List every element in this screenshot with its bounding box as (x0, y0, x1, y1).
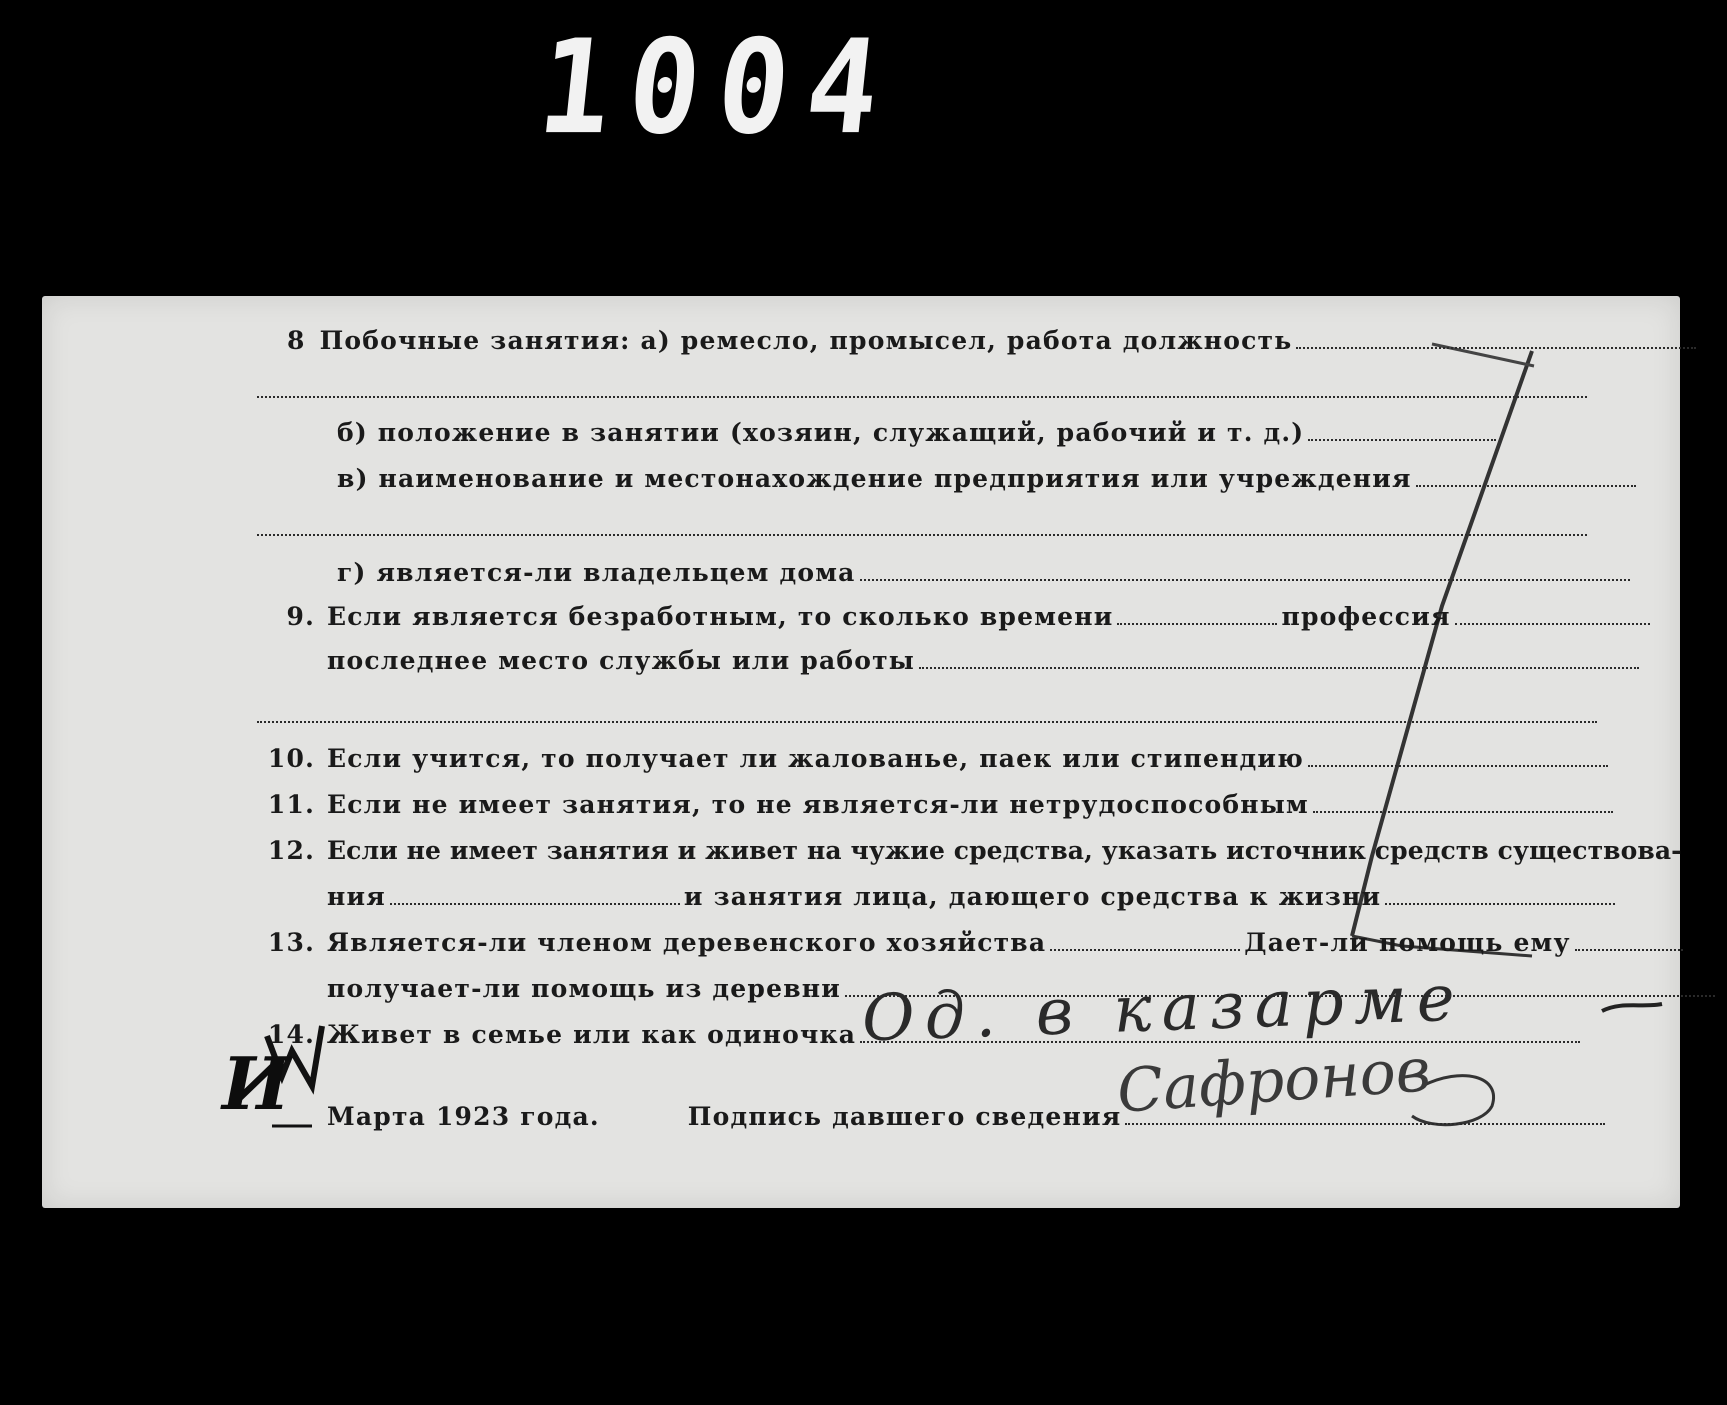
q11-label: Если не имеет занятия, то не является-ли нетрудоспособным (327, 790, 1309, 819)
q8-v-label: в) наименование и местонахождение предприятия или учреждения (337, 464, 1412, 493)
q9-label: Если является безработным, то сколько времени (327, 602, 1114, 631)
q14-label: Живет в семье или как одиночка (327, 1020, 857, 1049)
q11-row (257, 790, 1617, 819)
signature-handwriting: Сафронов (1114, 1035, 1433, 1127)
q10-row (257, 744, 1612, 773)
q13-help-from-label: получает-ли помощь из деревни (327, 974, 841, 1003)
q9-row (257, 602, 1654, 631)
q9-continuation-line[interactable] (257, 721, 1597, 723)
date-mark: И (222, 1041, 291, 1126)
q8-a-continuation-line[interactable] (257, 396, 1587, 398)
footer-row (327, 1102, 1609, 1131)
q10-number: 10. (267, 744, 315, 773)
q9-last-place-label: последнее место службы или работы (327, 646, 916, 675)
date-text: Марта 1923 года. (327, 1102, 600, 1131)
q12-row (257, 836, 1682, 865)
signature-label: Подпись давшего сведения (687, 1102, 1122, 1131)
q14-handwritten-answer: Од. в казарме (860, 961, 1466, 1057)
q8-v-continuation-line[interactable] (257, 534, 1587, 536)
q8-b-label: б) положение в занятии (хозяин, служащий, рабочий и т. д.) (337, 418, 1305, 447)
q13-member-field[interactable] (1050, 935, 1240, 951)
q13-help-to-label: Дает-ли помощь ему (1244, 928, 1571, 957)
q8-a-row (287, 326, 1700, 355)
q9-duration-field[interactable] (1117, 609, 1277, 625)
q12-label: Если не имеет занятия и живет на чужие средства, указать источник средств существова- (327, 836, 1682, 865)
q12-source-field[interactable] (390, 889, 680, 905)
q8-v-field[interactable] (1416, 471, 1636, 487)
census-card (42, 296, 1680, 1208)
q9-profession-field[interactable] (1455, 609, 1650, 625)
q8-g-row (337, 558, 1634, 587)
q12-cont-a-label: ния (327, 882, 386, 911)
q8-v-row (337, 464, 1640, 493)
q13-row (257, 928, 1687, 957)
q11-field[interactable] (1313, 797, 1613, 813)
q14-number: 14. (267, 1020, 315, 1049)
q9-profession-label: профессия (1281, 602, 1451, 631)
q8-a-label: Побочные занятия: а) ремесло, промысел, работа должность (319, 326, 1293, 355)
q13-label: Является-ли членом деревенского хозяйства (327, 928, 1047, 957)
q9-number: 9. (286, 602, 315, 631)
q9-last-place-row (327, 646, 1643, 675)
q9-last-place-field[interactable] (919, 653, 1639, 669)
q12-cont-b-label: и занятия лица, дающего средства к жизни (683, 882, 1382, 911)
q8-b-field[interactable] (1308, 425, 1496, 441)
q12-continuation-row (327, 882, 1619, 911)
q8-a-field[interactable] (1296, 333, 1696, 349)
q8-number: 8 (287, 326, 306, 355)
q13-help-to-field[interactable] (1575, 935, 1683, 951)
q10-field[interactable] (1308, 751, 1608, 767)
q10-label: Если учится, то получает ли жалованье, паек или стипендию (327, 744, 1304, 773)
q13-number: 13. (267, 928, 315, 957)
q12-number: 12. (267, 836, 315, 865)
frame-number: 1004 (532, 11, 905, 163)
q8-b-row (337, 418, 1500, 447)
q11-number: 11. (267, 790, 315, 819)
q8-g-label: г) является-ли владельцем дома (337, 558, 856, 587)
q8-g-field[interactable] (860, 565, 1630, 581)
q12-occupation-field[interactable] (1385, 889, 1615, 905)
